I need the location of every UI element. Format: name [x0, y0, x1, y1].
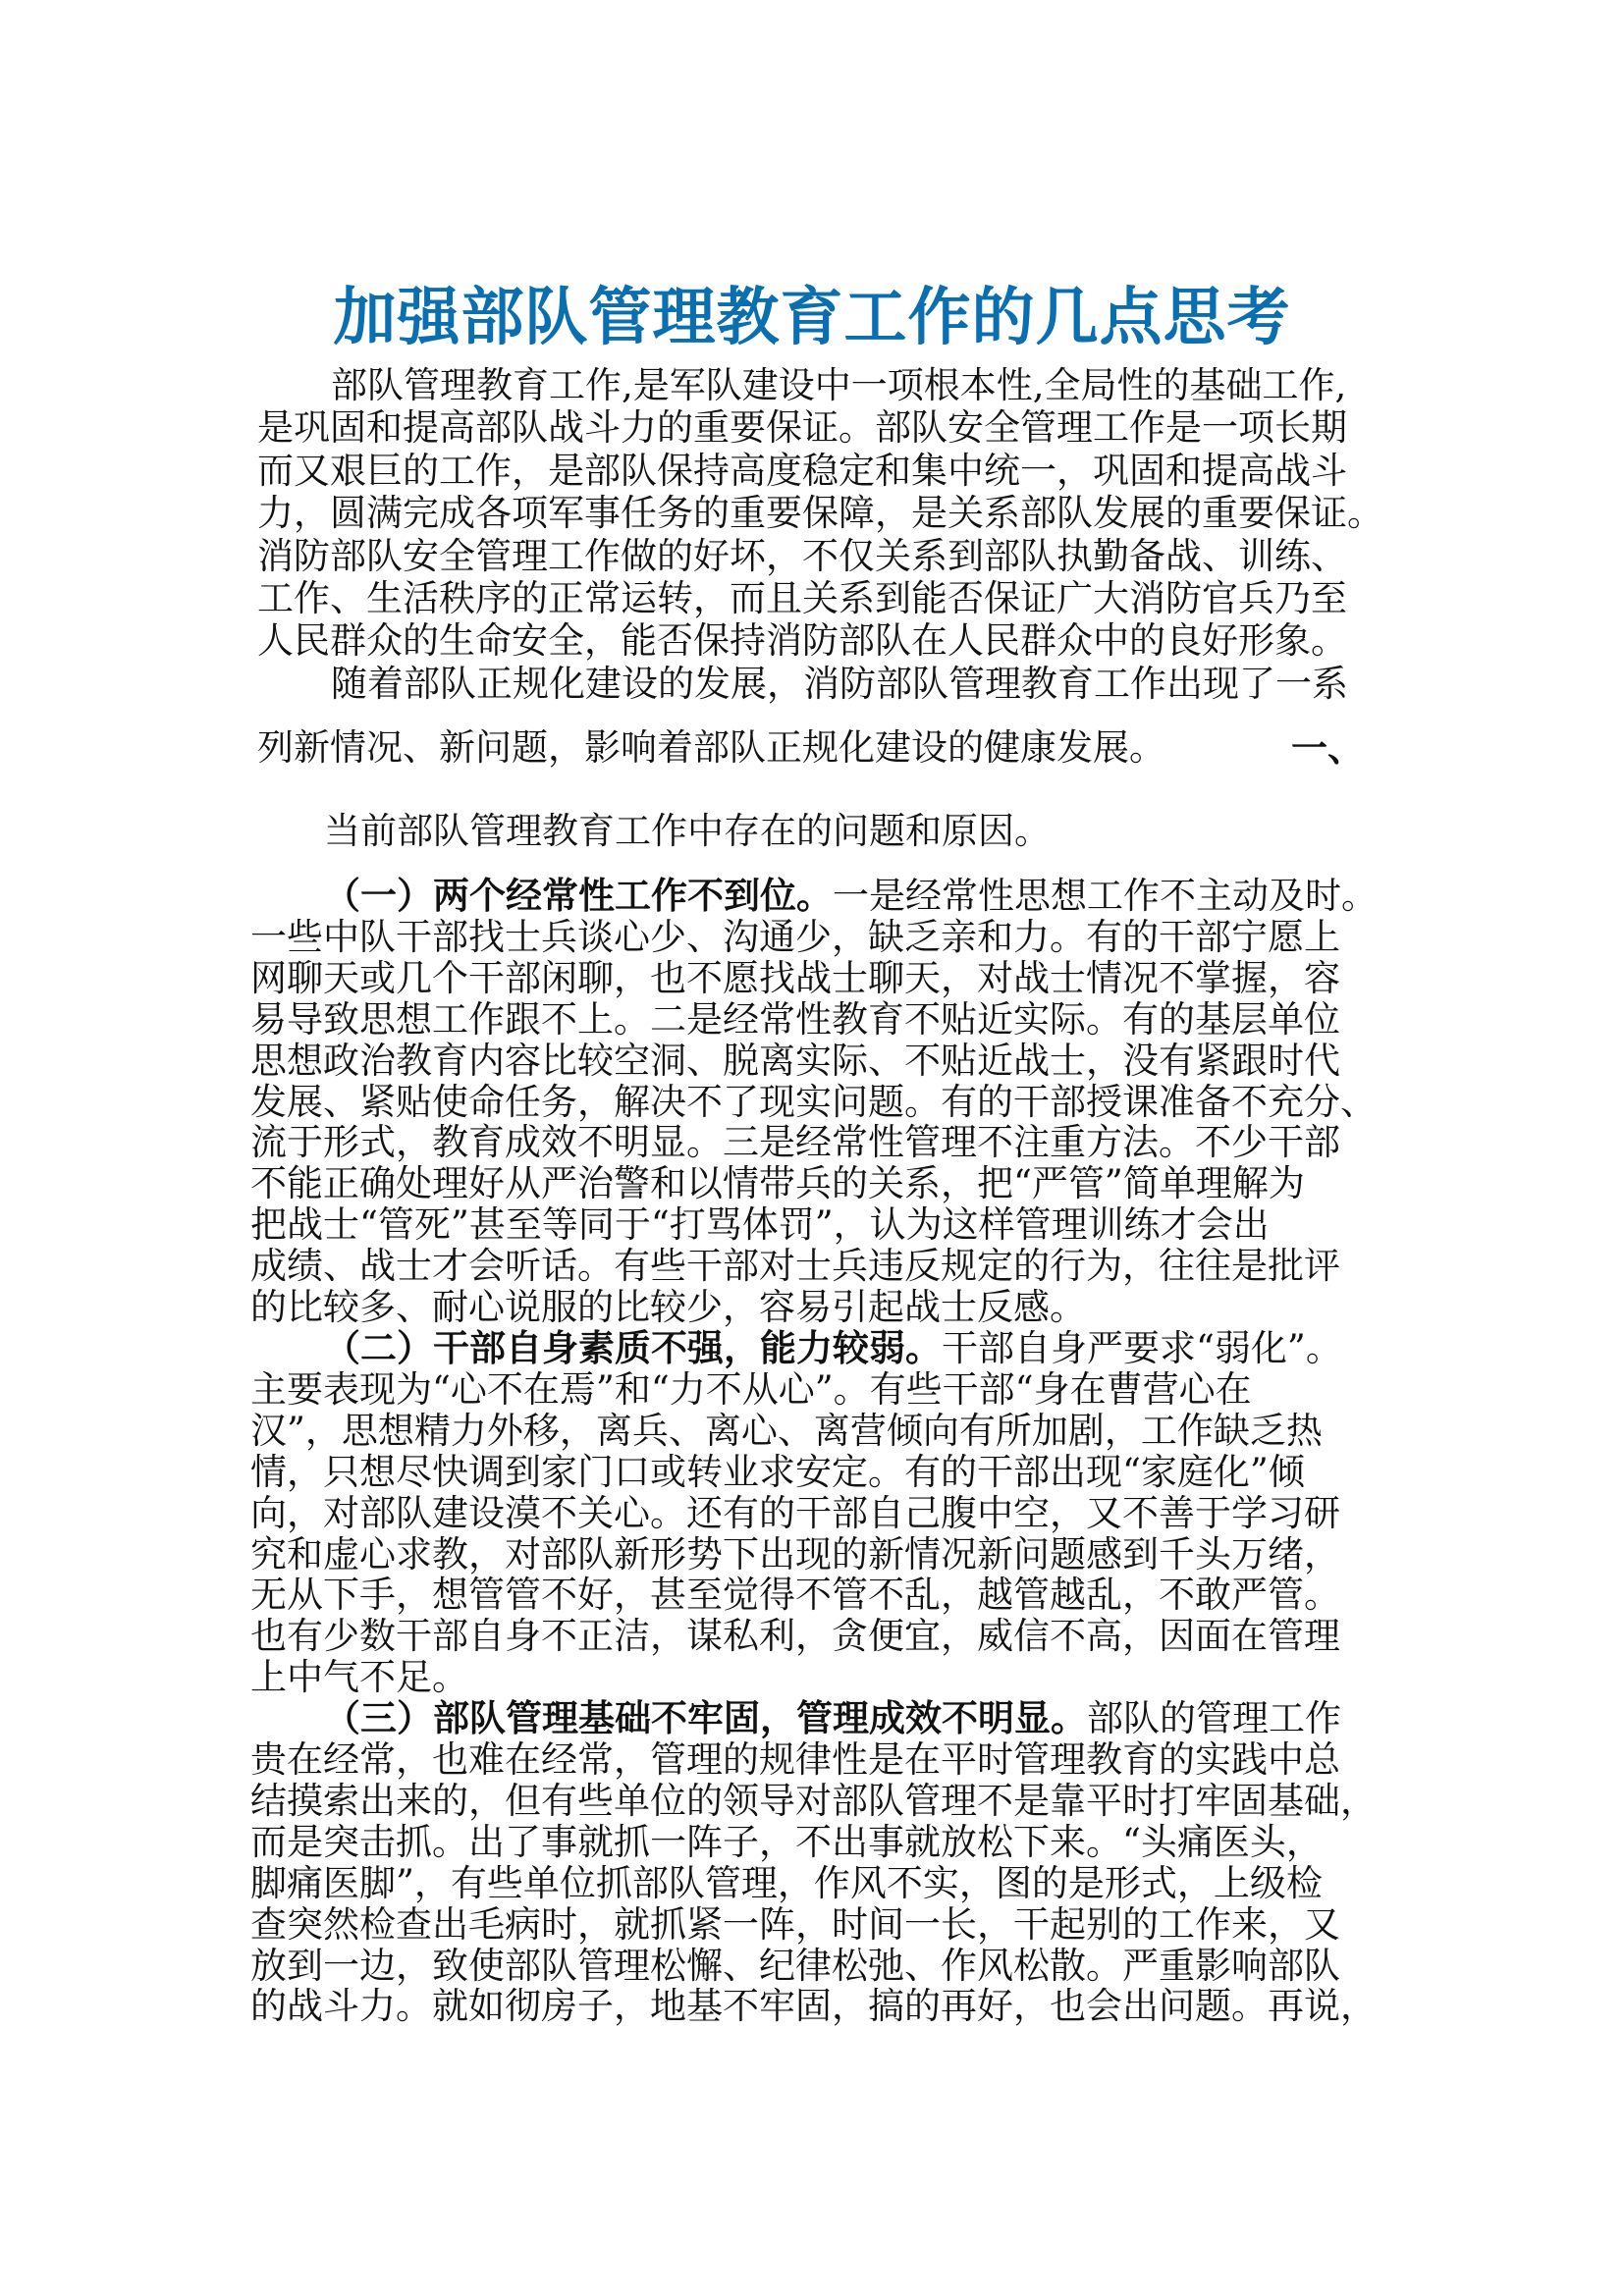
text-line: 流于形式，教育成效不明显。三是经常性管理不注重方法。不少干部 [250, 1121, 1340, 1164]
text-line: 放到一边，致使部队管理松懈、纪律松弛、作风松散。严重影响部队 [250, 1944, 1340, 1987]
text-line: 部队管理教育工作,是军队建设中一项根本性,全局性的基础工作, [331, 364, 1347, 406]
intro-paragraph [257, 364, 1383, 705]
text-line: 成绩、战士才会听话。有些干部对士兵违反规定的行为，往往是批评 [250, 1245, 1340, 1288]
text-line: 查突然检查出毛病时，就抓紧一阵，时间一长，干起别的工作来，又 [250, 1902, 1340, 1946]
text-line: 也有少数干部自身不正洁，谋私利，贪便宜，威信不高，因面在管理 [250, 1615, 1340, 1658]
text-line: 网聊天或几个干部闲聊，也不愿找战士聊天，对战士情况不掌握，容 [250, 956, 1340, 999]
text-line: 贵在经常，也难在经常，管理的规律性是在平时管理教育的实践中总 [250, 1738, 1340, 1782]
subsection-heading: （二）干部自身素质不强，能力较弱。 [324, 1325, 942, 1369]
subsection-heading: （一）两个经常性工作不到位。 [324, 874, 833, 917]
text-line: 消防部队安全管理工作做的好坏，不仅关系到部队执勤备战、训练、 [257, 534, 1347, 577]
text-line: 工作、生活秩序的正常运转，而且关系到能否保证广大消防官兵乃至 [257, 577, 1347, 620]
text-line: 把战士“管死”甚至等同于“打骂体罚”，认为这样管理训练才会出 [250, 1203, 1270, 1247]
text-line: 思想政治教育内容比较空洞、脱离实际、不贴近战士，没有紧跟时代 [250, 1039, 1340, 1082]
text-line: 向，对部队建设漠不关心。还有的干部自己腹中空，又不善于学习研 [250, 1491, 1340, 1534]
text-line: 随着部队正规化建设的发展，消防部队管理教育工作出现了一系 [331, 662, 1348, 705]
text-line: 究和虚心求教，对部队新形势下出现的新情况新问题感到千头万绪， [250, 1532, 1340, 1575]
text-line: 发展、紧贴使命任务，解决不了现实问题。有的干部授课准备不充分、 [250, 1080, 1377, 1123]
text-line: 不能正确处理好从严治警和以情带兵的关系，把“严管”简单理解为 [250, 1162, 1305, 1205]
text-line: 无从下手，想管管不好，甚至觉得不管不乱，越管越乱，不敢严管。 [250, 1574, 1340, 1617]
text-line: 人民群众的生命安全，能否保持消防部队在人民群众中的良好形象。 [257, 619, 1347, 663]
text-line: 情，只想尽快调到家门口或转业求安定。有的干部出现“家庭化”倾 [250, 1450, 1305, 1493]
text-run: 一是经常性思想工作不主动及时。 [833, 875, 1378, 917]
text-line: 上中气不足。 [250, 1656, 468, 1699]
text-line: 一些中队干部找士兵谈心少、沟通少，缺乏亲和力。有的干部宁愿上 [250, 915, 1340, 958]
document-title: 加强部队管理教育工作的几点思考 [333, 282, 1291, 354]
text-run: 干部自身严要求“弱化”。 [942, 1326, 1342, 1369]
subsection-3-first-line [250, 1698, 1378, 1739]
section-title: 当前部队管理教育工作中存在的问题和原因。 [324, 810, 1051, 852]
text-line: 的比较多、耐心说服的比较少，容易引起战士反感。 [250, 1286, 1086, 1329]
text-line: 结摸索出来的，但有些单位的领导对部队管理不是靠平时打牢固基础， [250, 1779, 1377, 1822]
body-sections [250, 876, 1378, 2027]
text-line: 的战斗力。就如彻房子，地基不牢固，搞的再好，也会出问题。再说， [250, 1985, 1377, 2028]
subsection-1-first-line [250, 876, 1378, 917]
text-line: 而又艰巨的工作，是部队保持高度稳定和集中统一，巩固和提高战斗 [257, 449, 1347, 492]
text-line: 力，圆满完成各项军事任务的重要保障，是关系部队发展的重要保证。 [257, 492, 1383, 535]
subsection-2-first-line [250, 1325, 1378, 1369]
text-line: 汉”，思想精力外移，离兵、离心、离营倾向有所加剧，工作缺乏热 [250, 1409, 1323, 1452]
text-run: 部队的管理工作 [1087, 1697, 1341, 1740]
text-line: 易导致思想工作跟不上。二是经常性教育不贴近实际。有的基层单位 [250, 997, 1340, 1041]
subsection-heading: （三）部队管理基础不牢固，管理成效不明显。 [324, 1696, 1087, 1740]
text-line: 是巩固和提高部队战斗力的重要保证。部队安全管理工作是一项长期 [257, 406, 1347, 450]
section-number: 一、 [1291, 726, 1364, 770]
text-line: 脚痛医脚”，有些单位抓部队管理，作风不实，图的是形式，上级检 [250, 1861, 1323, 1904]
text-line: 主要表现为“心不在焉”和“力不从心”。有些干部“身在曹营心在 [250, 1367, 1252, 1411]
text-line: 而是突击抓。出了事就抓一阵子，不出事就放松下来。“头痛医头， [250, 1820, 1323, 1863]
text-line: 列新情况、新问题，影响着部队正规化建设的健康发展。 [257, 726, 1165, 769]
